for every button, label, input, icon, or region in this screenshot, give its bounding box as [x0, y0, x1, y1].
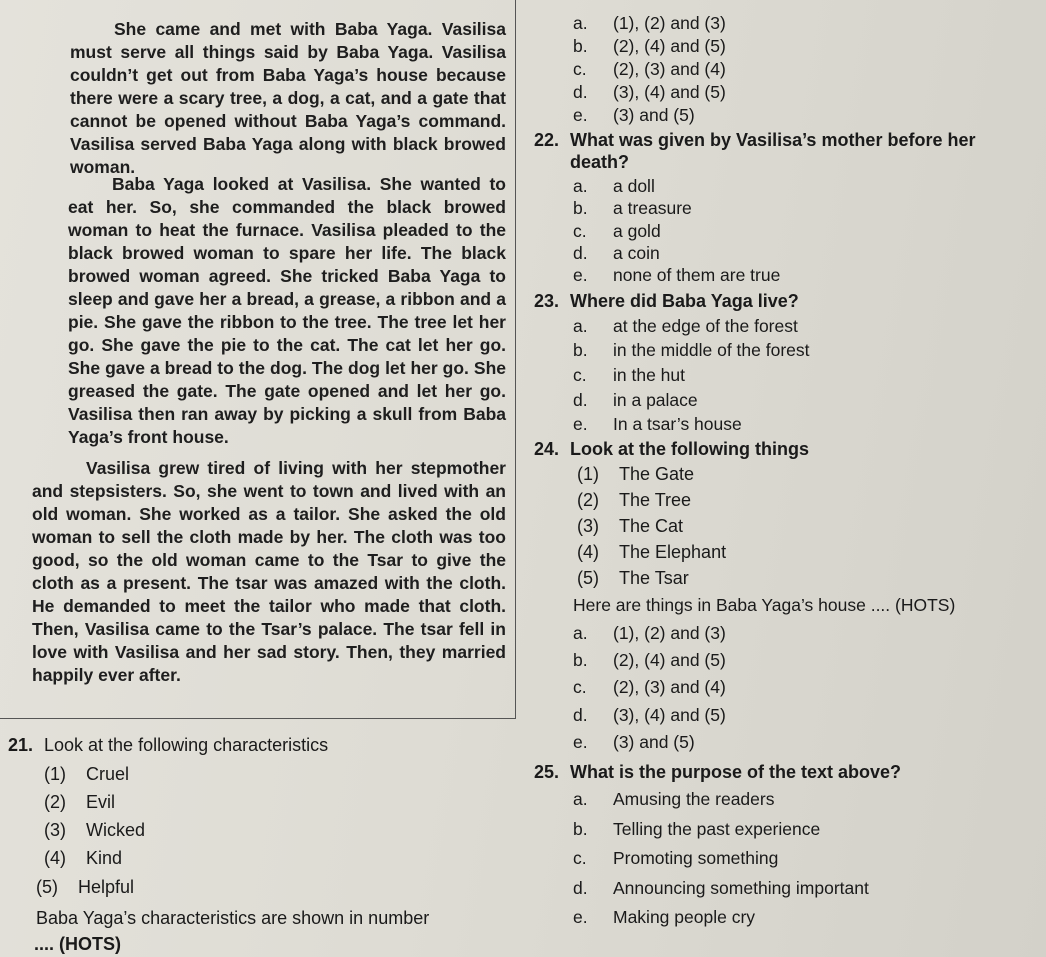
option-a[interactable]: a. (1), (2) and (3) [573, 13, 726, 33]
hots-label: .... (HOTS) [34, 934, 121, 954]
list-item: (2) Evil [44, 792, 116, 812]
option-b[interactable]: b. (2), (4) and (5) [573, 36, 726, 56]
question-24: 24. Look at the following things [534, 439, 809, 459]
list-item: (4) The Elephant [577, 542, 727, 562]
question-21 [8, 733, 328, 757]
option-e[interactable]: e. Making people cry [573, 907, 756, 927]
list-item: (3) Wicked [44, 820, 146, 840]
option-e[interactable]: e. In a tsar’s house [573, 414, 742, 434]
option-c[interactable]: c. a gold [573, 221, 661, 241]
option-a[interactable]: a. (1), (2) and (3) [573, 623, 726, 643]
story-column [0, 0, 516, 719]
story-paragraph-3-text: Vasilisa grew tired of living with her stepmother and stepsisters. So, she went to town and lived with an old woman. She worked as a tailor. She asked the old woman to sell the cloth made by her. The cloth was too good, so the old woman came to the Tsar to give the cloth as a present. The tsar was amazed with the cloth. He demanded to meet the tailor who made that cloth. Then, Vasilisa came to the Tsar’s palace. The tsar fell in love with Vasilisa and her sad story. Then, they married happily ever after. [32, 458, 506, 685]
list-item: (1) Cruel [44, 764, 130, 784]
option-d[interactable]: d. a coin [573, 243, 660, 263]
question-text: Look at the following characteristics [44, 735, 329, 755]
question-23: 23. Where did Baba Yaga live? [534, 291, 799, 311]
option-b[interactable]: b. a treasure [573, 198, 692, 218]
question-22: 22. What was given by Vasilisa’s mother before her [534, 130, 976, 150]
option-c[interactable]: c. (2), (3) and (4) [573, 677, 726, 697]
question-22-line2: death? [570, 152, 630, 172]
story-paragraph-1: She came and met with Baba Yaga. Vasilisa must serve all things said by Baba Yaga. Vasilisa couldn’t get out from Baba Yaga’s house because there were a scary tree, a dog, a cat, and a gate that cannot be opened without Baba Yaga’s command. Vasilisa served Baba Yaga along with black browed woman. [70, 19, 506, 177]
list-item: (5) The Tsar [577, 568, 689, 588]
option-c[interactable]: c. Promoting something [573, 848, 779, 868]
option-c[interactable]: c. (2), (3) and (4) [573, 59, 726, 79]
option-b[interactable]: b. (2), (4) and (5) [573, 650, 726, 670]
list-item: (2) The Tree [577, 490, 692, 510]
question-prompt: Here are things in Baba Yaga’s house .... (HOTS) [573, 595, 956, 615]
list-item: (4) Kind [44, 848, 123, 868]
option-d[interactable]: d. (3), (4) and (5) [573, 705, 726, 725]
option-a[interactable]: a. at the edge of the forest [573, 316, 798, 336]
story-paragraph-3 [32, 457, 506, 687]
option-e[interactable]: e. (3) and (5) [573, 105, 695, 125]
list-item: (3) The Cat [577, 516, 684, 536]
option-e[interactable]: e. (3) and (5) [573, 732, 695, 752]
question-number: 21. [8, 735, 34, 755]
option-b[interactable]: b. Telling the past experience [573, 819, 821, 839]
option-a[interactable]: a. a doll [573, 176, 655, 196]
story-paragraph-2-text: Baba Yaga looked at Vasilisa. She wanted to eat her. So, she commanded the black browed woman to heat the furnace. Vasilisa pleaded to the black browed woman to spare her life. The black browed woman agreed. She tricked Baba Yaga to sleep and gave her a bread, a grease, a ribbon and a pie. She gave the ribbon to the tree. The tree let her go. She gave the pie to the cat. The cat let her go. She gave a bread to the dog. The dog let her go. She greased the gate. The gate opened and let her go. Vasilisa then ran away by picking a skull from Baba Yaga’s front house. [68, 174, 506, 447]
option-c[interactable]: c. in the hut [573, 365, 685, 385]
question-25: 25. What is the purpose of the text above? [534, 762, 902, 782]
option-b[interactable]: b. in the middle of the forest [573, 340, 810, 360]
option-e[interactable]: e. none of them are true [573, 265, 781, 285]
question-prompt: Baba Yaga’s characteristics are shown in number [36, 908, 430, 928]
option-a[interactable]: a. Amusing the readers [573, 789, 775, 809]
option-d[interactable]: d. in a palace [573, 390, 698, 410]
list-item: (1) The Gate [577, 464, 695, 484]
story-paragraph-2 [68, 173, 506, 449]
option-d[interactable]: d. Announcing something important [573, 878, 869, 898]
list-item: (5) Helpful [36, 877, 135, 897]
option-d[interactable]: d. (3), (4) and (5) [573, 82, 726, 102]
